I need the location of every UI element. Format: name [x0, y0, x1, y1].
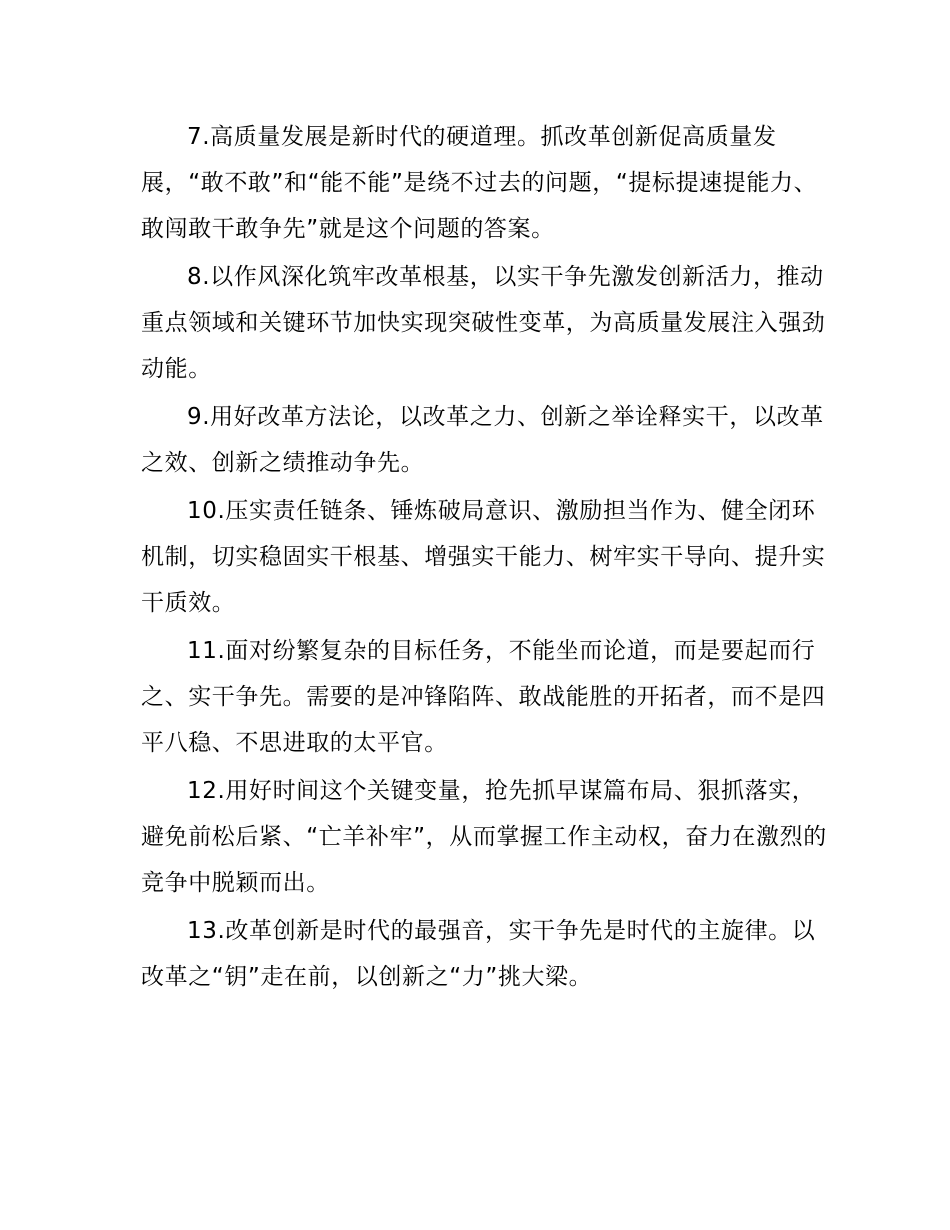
paragraph-10: 10.压实责任链条、锤炼破局意识、激励担当作为、健全闭环机制，切实稳固实干根基、增强实干能力、树牢实干导向、提升实干质效。 — [141, 498, 826, 616]
paragraph-7: 7.高质量发展是新时代的硬道理。抓改革创新促高质量发展，“敢不敢”和“能不能”是绕不过去的问题，“提标提速提能力、敢闯敢干敢争先”就是这个问题的答案。 — [141, 124, 818, 242]
paragraph-8: 8.以作风深化筑牢改革根基，以实干争先激发创新活力，推动重点领域和关键环节加快实现突破性变革，为高质量发展注入强劲动能。 — [141, 264, 826, 382]
paragraph-9: 9.用好改革方法论，以改革之力、创新之举诠释实干，以改革之效、创新之绩推动争先。 — [141, 404, 824, 476]
paragraph-13: 13.改革创新是时代的最强音，实干争先是时代的主旋律。以改革之“钥”走在前，以创新之“力”挑大梁。 — [141, 918, 816, 990]
paragraph-12: 12.用好时间这个关键变量，抢先抓早谋篇布局、狠抓落实，避免前松后紧、“亡羊补牢”，从而掌握工作主动权，奋力在激烈的竞争中脱颖而出。 — [141, 778, 827, 896]
paragraph-11: 11.面对纷繁复杂的目标任务，不能坐而论道，而是要起而行之、实干争先。需要的是冲锋陷阵、敢战能胜的开拓者，而不是四平八稳、不思进取的太平官。 — [141, 638, 826, 756]
document-body — [141, 114, 831, 1000]
